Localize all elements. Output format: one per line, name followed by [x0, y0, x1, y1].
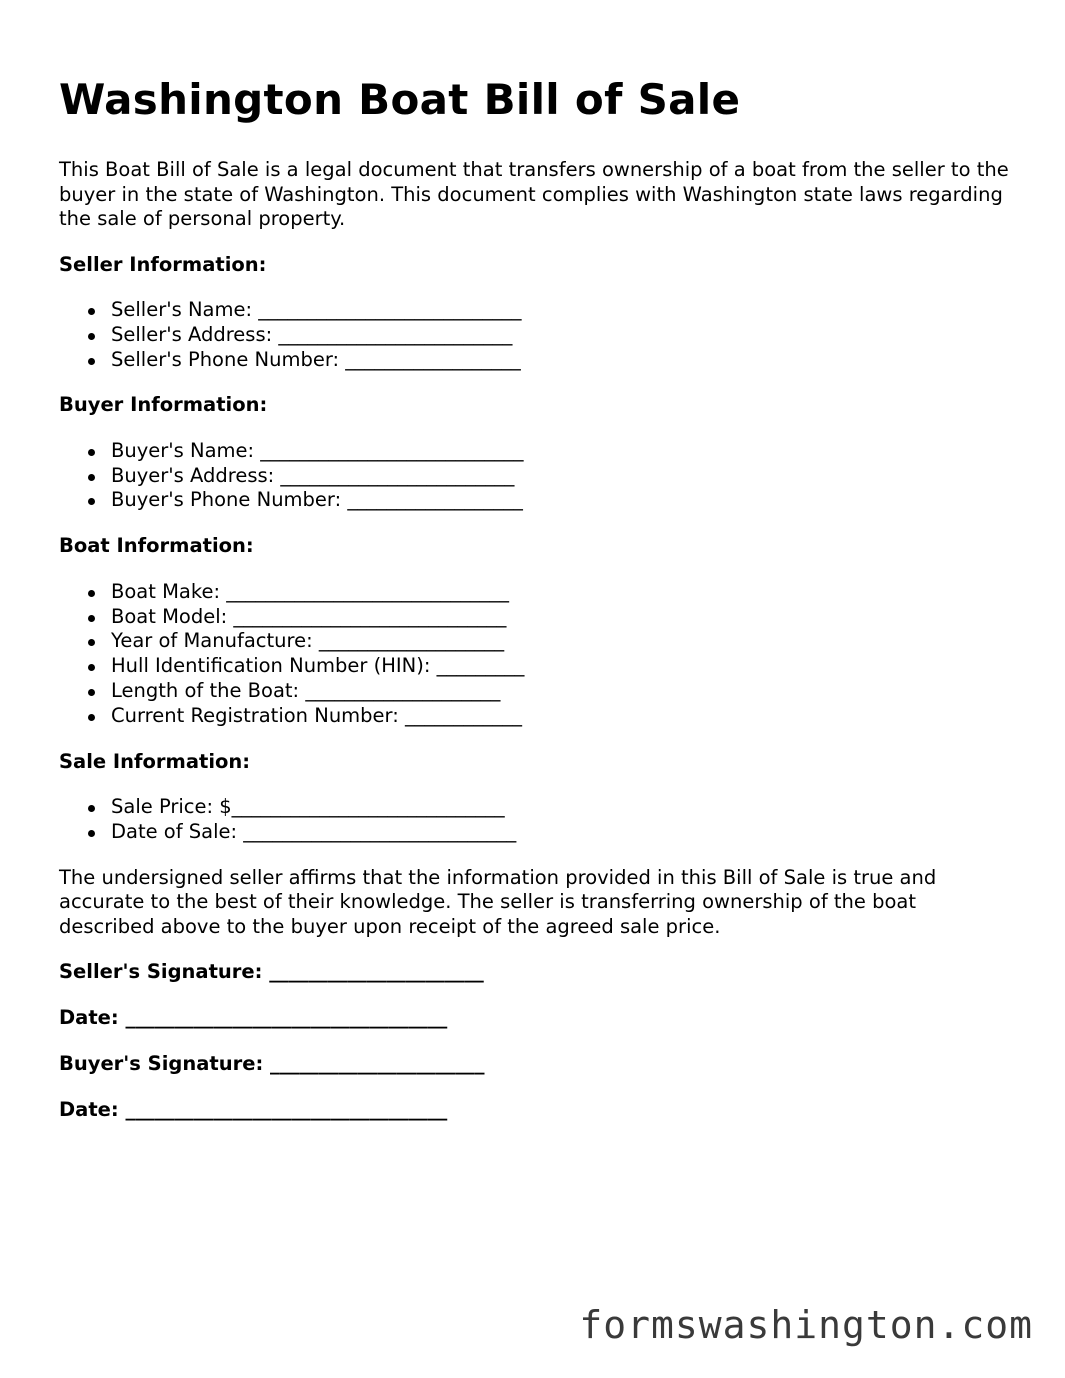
buyer-phone-field: Buyer's Phone Number: __________________ — [111, 488, 1019, 513]
boat-model-field: Boat Model: ____________________________ — [111, 605, 1019, 630]
sale-price-field: Sale Price: $____________________________ — [111, 795, 1019, 820]
seller-name-field: Seller's Name: ___________________________ — [111, 298, 1019, 323]
boat-section-heading: Boat Information: — [59, 534, 254, 558]
seller-section-heading: Seller Information: — [59, 252, 267, 276]
buyer-name-field: Buyer's Name: ___________________________ — [111, 439, 1019, 464]
buyer-signature-line: Buyer's Signature: ______________________ — [59, 1051, 485, 1075]
boat-section — [59, 534, 1019, 728]
boat-make-field: Boat Make: _____________________________ — [111, 580, 1019, 605]
seller-signature-line: Seller's Signature: ______________________ — [59, 960, 484, 984]
seller-field-list — [59, 298, 1019, 372]
seller-date-line: Date: _________________________________ — [59, 1005, 448, 1029]
sale-section — [59, 750, 1019, 845]
buyer-field-list — [59, 439, 1019, 513]
year-of-manufacture-field: Year of Manufacture: ___________________ — [111, 629, 1019, 654]
document-page — [59, 0, 1019, 1122]
seller-address-field: Seller's Address: ________________________ — [111, 323, 1019, 348]
hin-field: Hull Identification Number (HIN): _________ — [111, 654, 1019, 679]
seller-phone-field: Seller's Phone Number: __________________ — [111, 348, 1019, 373]
affirmation-paragraph: The undersigned seller affirms that the information provided in this Bill of Sale is true and accurate to the best of their knowledge. The seller is transferring ownership of the boat described above to the buyer upon receipt of the agreed sale price. — [59, 865, 937, 938]
registration-number-field: Current Registration Number: ____________ — [111, 704, 1019, 729]
boat-field-list — [59, 580, 1019, 729]
sale-field-list — [59, 795, 1019, 845]
intro-paragraph: This Boat Bill of Sale is a legal document that transfers ownership of a boat from the seller to the buyer in the state of Washington. This document complies with Washington state laws regarding the sale of personal property. — [59, 158, 1009, 230]
buyer-section-heading: Buyer Information: — [59, 393, 268, 417]
document-title: Washington Boat Bill of Sale — [59, 75, 741, 124]
boat-length-field: Length of the Boat: ____________________ — [111, 679, 1019, 704]
buyer-date-line: Date: _________________________________ — [59, 1097, 448, 1121]
seller-section — [59, 253, 1019, 373]
sale-section-heading: Sale Information: — [59, 749, 251, 773]
site-watermark: formswashington.com — [579, 1303, 1033, 1347]
buyer-address-field: Buyer's Address: ________________________ — [111, 464, 1019, 489]
date-of-sale-field: Date of Sale: ____________________________ — [111, 820, 1019, 845]
buyer-section — [59, 393, 1019, 513]
